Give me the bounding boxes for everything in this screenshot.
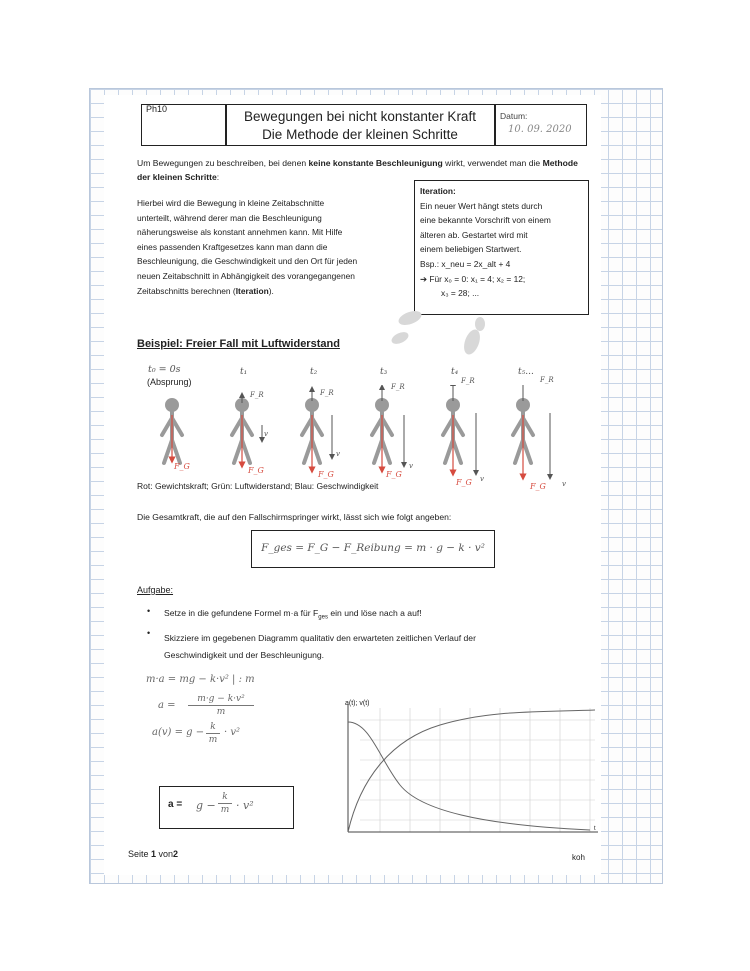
- answer-v2: · v²: [236, 799, 254, 812]
- iteration-line: eine bekannte Vorschrift von einem: [420, 215, 551, 226]
- aufgabe-label: Aufgabe:: [137, 585, 174, 595]
- solution-line-3-rhs: · v²: [224, 727, 241, 738]
- chart-y-label: a(t); v(t): [345, 700, 370, 707]
- header-divider: [494, 104, 496, 145]
- method-line: Hierbei wird die Bewegung in kleine Zeitabschnitte: [137, 198, 325, 208]
- skydiver-figure-t5: [513, 385, 550, 477]
- solution-line-2-lhs: a =: [158, 700, 176, 711]
- iteration-title: Iteration:: [420, 186, 456, 196]
- fg-label: F_G: [386, 470, 402, 479]
- force-formula: F_ges = F_G − F_Reibung = m · g − k · v²: [261, 542, 485, 554]
- example-heading: Beispiel: Freier Fall mit Luftwiderstand: [137, 338, 340, 350]
- absprung-label: (Absprung): [147, 377, 192, 387]
- v-label: v: [336, 450, 340, 458]
- iteration-content: [420, 184, 590, 301]
- fg-label: F_G: [318, 470, 334, 479]
- intro-post: :: [216, 172, 220, 182]
- fr-label: F_R: [391, 383, 405, 391]
- answer-fraction: k m: [218, 791, 232, 816]
- fr-label: F_R: [250, 391, 264, 399]
- method-line: Beschleunigung, die Geschwindigkeit und den Ort für jeden: [137, 256, 358, 267]
- fg-label: F_G: [456, 478, 472, 487]
- skydiver-figure-t4: [443, 385, 476, 473]
- v-label: v: [480, 475, 484, 483]
- v-label: v: [562, 480, 566, 488]
- task-1: Setze in die gefundene Formel m·a für $F_{ges}$ ein und löse nach a auf!: [164, 608, 422, 621]
- iteration-arrow-line: ➔ Für x₀ = 0: x₁ = 4; x₂ = 12;: [420, 273, 526, 284]
- date-value: 10. 09. 2020: [508, 124, 572, 135]
- title-line-1: Bewegungen bei nicht konstanter Kraft: [244, 109, 476, 124]
- author-initials: koh: [572, 853, 585, 862]
- skydiver-figure-t0: [162, 398, 182, 463]
- time-label-t4: t₄: [451, 367, 459, 377]
- page-number: Seite 1 von2: [128, 849, 179, 859]
- answer-g: g −: [196, 799, 216, 812]
- time-label-t2: t₂: [310, 367, 318, 377]
- title-line-2: Die Methode der kleinen Schritte: [262, 127, 458, 142]
- fr-label: F_R: [461, 377, 475, 385]
- free-fall-diagram: [130, 385, 590, 495]
- solution-line-1: m·a = mg − k·v² | : m: [146, 674, 255, 685]
- fg-label: F_G: [530, 482, 546, 491]
- method-paragraph: [137, 196, 412, 298]
- footprints-decoration: [380, 300, 510, 370]
- skydiver-figure-t3: [372, 387, 404, 470]
- method-line: näherungsweise als konstant annehmen kann. Mit Hilfe: [137, 227, 343, 238]
- iteration-example: Bsp.: x_neu = 2x_alt + 4: [420, 258, 511, 269]
- iteration-line: Ein neuer Wert hängt stets durch: [420, 200, 543, 211]
- fr-label: F_R: [320, 389, 334, 397]
- v-label: v: [409, 462, 413, 470]
- skydiver-figure-t1: [232, 395, 262, 465]
- solution-line-2-fraction: m·g − k·v² m: [188, 693, 254, 718]
- acceleration-curve: [348, 722, 590, 830]
- time-label-t1: t₁: [240, 367, 248, 377]
- fr-label: F_R: [540, 376, 554, 384]
- time-label-t3: t₃: [380, 367, 388, 377]
- date-label: Datum:: [500, 111, 528, 121]
- velocity-curve: [348, 710, 595, 832]
- intro-pre: Um Bewegungen zu beschreiben, bei denen: [137, 158, 307, 168]
- gesamtkraft-text: Die Gesamtkraft, die auf den Fallschirmspringer wirkt, lässt sich wie folgt angeben:: [137, 512, 452, 522]
- chart-x-label: t: [594, 826, 596, 832]
- method-line: eines passenden Kraftgesetzes kann man dann die: [137, 241, 328, 252]
- fg-label: F_G: [248, 466, 264, 475]
- bullet-dot: •: [147, 628, 151, 638]
- v-label: v: [264, 430, 268, 438]
- iteration-line: älteren ab. Gestartet wird mit: [420, 229, 528, 240]
- time-label-t0: t₀ = 0s: [148, 364, 181, 375]
- time-label-t5: t₅...: [518, 367, 534, 377]
- answer-label: a =: [168, 799, 183, 810]
- iteration-line: einem beliebigen Startwert.: [420, 244, 522, 255]
- page-title: [228, 108, 492, 144]
- iteration-cont-line: x₃ = 28; ...: [441, 288, 480, 299]
- solution-line-3-lhs: a(v) = g −: [152, 727, 205, 738]
- method-line: neuen Zeitabschnitt in Abhängigkeit des vorangegangenen: [137, 270, 355, 281]
- chart-grid: [360, 708, 595, 832]
- method-line: unterteilt, während derer man die Beschleunigung: [137, 212, 322, 223]
- intro-bold-2: Methode der kleinen Schritte: [137, 158, 578, 182]
- task-2: Skizziere im gegebenen Diagramm qualitativ den erwarteten zeitlichen Verlauf der Geschwindigkeit und der Beschleunigung.: [164, 633, 476, 660]
- intro-bold-1: keine konstante Beschleunigung: [308, 158, 443, 168]
- skydiver-figure-t2: [302, 389, 332, 470]
- fg-label: F_G: [174, 462, 190, 471]
- bullet-dot: •: [147, 606, 151, 616]
- header-divider: [225, 104, 227, 145]
- method-line-last: Zeitabschnitts berechnen (Iteration).: [137, 285, 274, 296]
- class-label: Ph10: [146, 104, 168, 114]
- solution-line-3-fraction: k m: [206, 721, 220, 746]
- intro-mid: wirkt, verwendet man die: [445, 158, 541, 168]
- a-v-time-chart: [340, 700, 602, 840]
- color-legend: Rot: Gewichtskraft; Grün: Luftwiderstand; Blau: Geschwindigkeit: [137, 481, 379, 491]
